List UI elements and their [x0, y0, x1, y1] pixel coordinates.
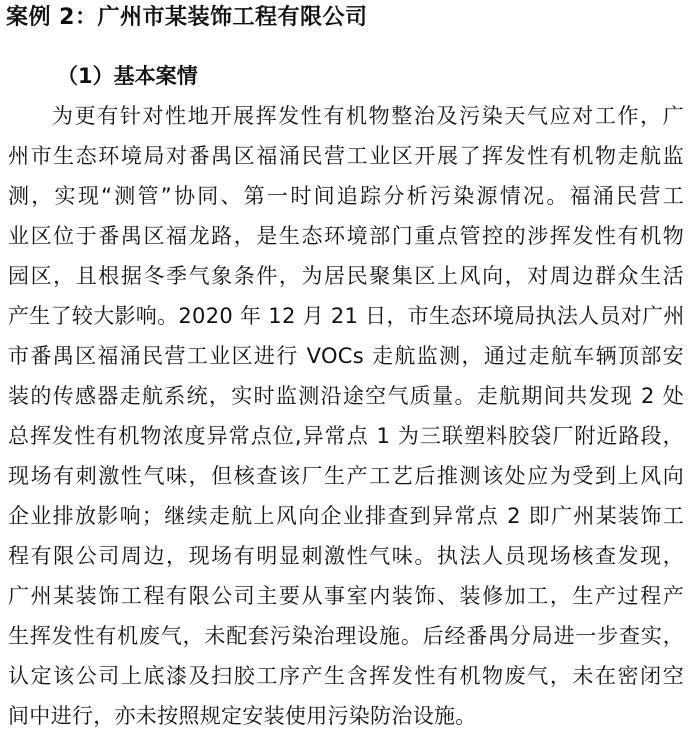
paragraph-line: 企业排放影响；继续走航上风向企业排查到异常点 2 即广州某装饰工 [8, 504, 684, 528]
paragraph-line: 业区位于番禺区福龙路，是生态环境部门重点管控的涉挥发性有机物 [8, 224, 684, 248]
section-heading: （1）基本案情 [57, 64, 198, 88]
paragraph-line: 为更有针对性地开展挥发性有机物整治及污染天气应对工作，广 [52, 104, 684, 128]
case-body-paragraph [8, 100, 684, 740]
paragraph-line: 总挥发性有机物浓度异常点位,异常点 1 为三联塑料胶袋厂附近路段， [8, 424, 684, 448]
paragraph-line: 现场有刺激性气味，但核查该厂生产工艺后推测该处应为受到上风向 [8, 464, 684, 488]
paragraph-line: 认定该公司上底漆及扫胶工序产生含挥发性有机物废气，未在密闭空 [8, 664, 684, 688]
paragraph-line: 广州某装饰工程有限公司主要从事室内装饰、装修加工，生产过程产 [8, 584, 684, 608]
paragraph-line: 市番禺区福涌民营工业区进行 VOCs 走航监测，通过走航车辆顶部安 [8, 344, 684, 368]
paragraph-line: 园区，且根据冬季气象条件，为居民聚集区上风向，对周边群众生活 [8, 264, 684, 288]
case-title: 案例 2：广州市某装饰工程有限公司 [6, 5, 368, 30]
paragraph-line: 装的传感器走航系统，实时监测沿途空气质量。走航期间共发现 2 处 [8, 384, 684, 408]
paragraph-line: 程有限公司周边，现场有明显刺激性气味。执法人员现场核查发现， [8, 544, 684, 568]
paragraph-line: 产生了较大影响。2020 年 12 月 21 日，市生态环境局执法人员对广州 [8, 304, 685, 328]
paragraph-line: 间中进行，亦未按照规定安装使用污染防治设施。 [8, 704, 477, 728]
paragraph-line: 州市生态环境局对番禺区福涌民营工业区开展了挥发性有机物走航监 [8, 144, 684, 168]
paragraph-line: 测，实现“测管”协同、第一时间追踪分析污染源情况。福涌民营工 [8, 184, 684, 208]
paragraph-line: 生挥发性有机废气，未配套污染治理设施。后经番禺分局进一步查实， [8, 624, 684, 648]
